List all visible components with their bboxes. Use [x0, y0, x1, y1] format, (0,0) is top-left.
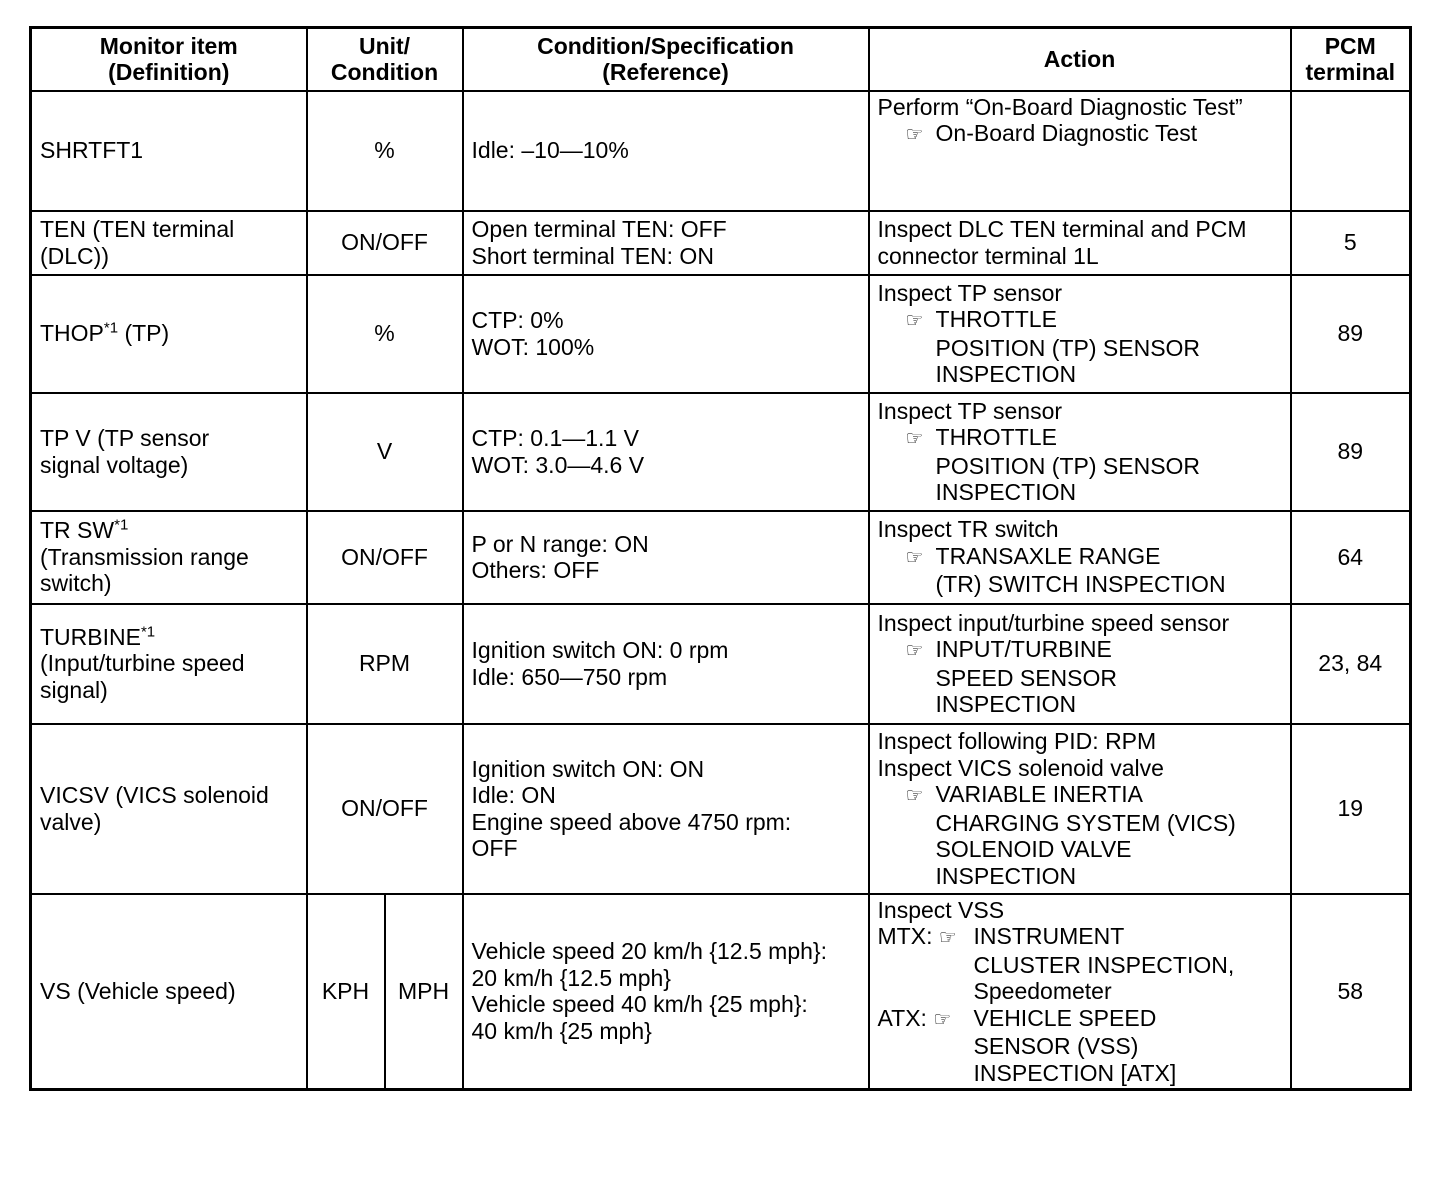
reference-hand-icon: ☞: [905, 546, 924, 569]
monitor-item-cell: THOP$^{*1}$ (TP): [31, 275, 307, 393]
table-row: [31, 275, 1411, 393]
header-unit: Unit/ Condition: [307, 28, 463, 91]
pcm-terminal-cell: 19: [1291, 724, 1411, 894]
table-row: [31, 511, 1411, 604]
reference-hand-icon: ☞: [905, 428, 924, 450]
monitor-item-cell: TR SW$^{*1}$ (Transmission range switch): [31, 511, 307, 604]
table-row: [31, 604, 1411, 724]
header-action: Action: [869, 28, 1291, 91]
pcm-terminal-cell: 23, 84: [1291, 604, 1411, 724]
unit-cell: %: [307, 91, 463, 211]
unit-cell: ON/OFF: [307, 724, 463, 894]
action-cell: Inspect TR switch ☞ TRANSAXLE RANGE (TR) SWITCH INSPECTION: [869, 511, 1291, 604]
reference-hand-icon: ☞: [905, 640, 924, 662]
condition-cell: Open terminal TEN: OFF Short terminal TEN: ON: [463, 211, 869, 275]
action-cell: Inspect following PID: RPM Inspect VICS solenoid valve ☞ VARIABLE INERTIA CHARGING SYSTEM (VICS) SOLENOID VALVE INSPECTION: [869, 724, 1291, 894]
action-cell: Inspect input/turbine speed sensor ☞ INPUT/TURBINE SPEED SENSOR INSPECTION: [869, 604, 1291, 724]
action-cell: Inspect TP sensor ☞ THROTTLE POSITION (TP) SENSOR INSPECTION: [869, 393, 1291, 511]
monitor-item-cell: SHRTFT1: [31, 91, 307, 211]
pcm-terminal-cell: 58: [1291, 894, 1411, 1090]
pcm-terminal-cell: [1291, 91, 1411, 211]
pcm-terminal-cell: 89: [1291, 393, 1411, 511]
monitor-item-cell: TP V (TP sensor signal voltage): [31, 393, 307, 511]
reference-hand-icon: ☞: [905, 310, 924, 332]
action-cell: Perform “On-Board Diagnostic Test” ☞ On-Board Diagnostic Test: [869, 91, 1291, 211]
table-row: [31, 724, 1411, 894]
unit-cell: ON/OFF: [307, 211, 463, 275]
unit-cell: %: [307, 275, 463, 393]
pcm-terminal-cell: 64: [1291, 511, 1411, 604]
header-condition: Condition/Specification (Reference): [463, 28, 869, 91]
unit-cell-mph: MPH: [385, 894, 463, 1090]
unit-cell: RPM: [307, 604, 463, 724]
unit-cell: V: [307, 393, 463, 511]
reference-hand-icon: ☞: [933, 1008, 952, 1031]
reference-hand-icon: ☞: [905, 124, 924, 146]
pid-monitor-table: [29, 26, 1412, 1091]
condition-cell: P or N range: ON Others: OFF: [463, 511, 869, 604]
reference-hand-icon: ☞: [938, 927, 957, 949]
unit-cell: ON/OFF: [307, 511, 463, 604]
header-pcm-terminal: PCM terminal: [1291, 28, 1411, 91]
action-cell: Inspect TP sensor ☞ THROTTLE POSITION (TP) SENSOR INSPECTION: [869, 275, 1291, 393]
table-row: [31, 211, 1411, 275]
condition-cell: Ignition switch ON: ON Idle: ON Engine speed above 4750 rpm: OFF: [463, 724, 869, 894]
monitor-item-cell: VS (Vehicle speed): [31, 894, 307, 1090]
header-row: [31, 28, 1411, 91]
condition-cell: CTP: 0% WOT: 100%: [463, 275, 869, 393]
condition-cell: CTP: 0.1—1.1 V WOT: 3.0—4.6 V: [463, 393, 869, 511]
condition-cell: Ignition switch ON: 0 rpm Idle: 650—750 rpm: [463, 604, 869, 724]
condition-cell: Idle: –10—10%: [463, 91, 869, 211]
table-row: [31, 91, 1411, 211]
action-cell: Inspect VSS MTX: ☞ INSTRUMENT CLUSTER INSPECTION, Speedometer ATX: ☞ VEHICLE SPEED SENSOR (VSS) INSPECTION [ATX]: [869, 894, 1291, 1090]
header-monitor-item: Monitor item (Definition): [31, 28, 307, 91]
monitor-item-cell: TEN (TEN terminal (DLC)): [31, 211, 307, 275]
table-row: [31, 894, 1411, 1090]
unit-cell-kph: KPH: [307, 894, 385, 1090]
condition-cell: Vehicle speed 20 km/h {12.5 mph}: 20 km/h {12.5 mph} Vehicle speed 40 km/h {25 mph}: 40 km/h {25 mph}: [463, 894, 869, 1090]
pcm-terminal-cell: 89: [1291, 275, 1411, 393]
table-row: [31, 393, 1411, 511]
action-cell: Inspect DLC TEN terminal and PCM connector terminal 1L: [869, 211, 1291, 275]
reference-hand-icon: ☞: [905, 785, 924, 807]
monitor-item-cell: TURBINE$^{*1}$ (Input/turbine speed signal): [31, 604, 307, 724]
pcm-terminal-cell: 5: [1291, 211, 1411, 275]
monitor-item-cell: VICSV (VICS solenoid valve): [31, 724, 307, 894]
